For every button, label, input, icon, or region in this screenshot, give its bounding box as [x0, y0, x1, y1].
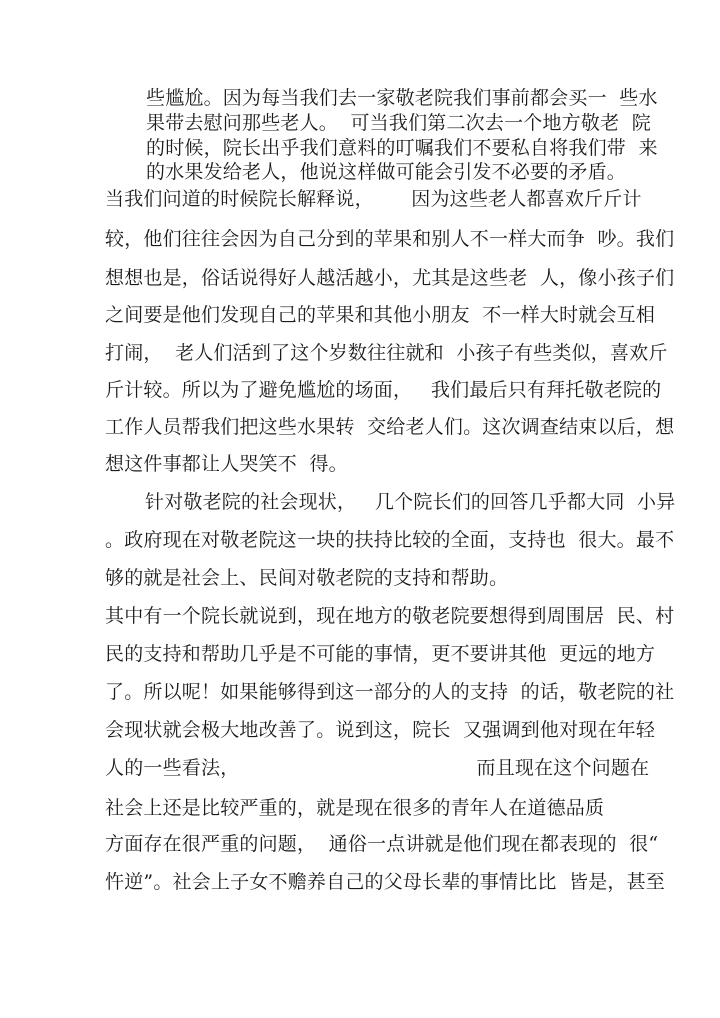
text-line: 忤逆”。社会上子女不赡养自己的父母长辈的事情比比 皆是，甚至	[105, 871, 665, 893]
text-line: 工作人员帮我们把这些水果转 交给老人们。这次调查结束以后，想	[105, 416, 675, 438]
text-line: 打闹， 老人们活到了这个岁数往往就和 小孩子有些类似，喜欢斤	[105, 342, 668, 364]
text-line: 当我们问道的时候院长解释说， 因为这些老人都喜欢斤斤计	[105, 188, 642, 210]
text-line: 想想也是，俗话说得好人越活越小，尤其是这些老 人，像小孩子们	[105, 267, 675, 289]
text-line: 之间要是他们发现自己的苹果和其他小朋友 不一样大时就会互相	[105, 304, 656, 326]
text-line: 较，他们往往会因为自己分到的苹果和别人不一样大而争 吵。我们	[105, 228, 675, 250]
text-line: 人的一些看法， 而且现在这个问题在	[105, 757, 650, 779]
text-line: 果带去慰问那些老人。 可当我们第二次去一个地方敬老 院	[146, 112, 651, 134]
text-line: 方面存在很严重的问题， 通俗一点讲就是他们现在都表现的 很“	[105, 833, 659, 855]
text-line: 的水果发给老人，他说这样做可能会引发不必要的矛盾。	[146, 161, 627, 183]
text-line: 了。所以呢！如果能够得到这一部分的人的支持 的话，敬老院的社	[105, 681, 675, 703]
text-line: 想这件事都让人哭笑不 得。	[105, 453, 348, 475]
text-line: 针对敬老院的社会现状， 几个院长们的回答几乎都大同 小异	[145, 491, 676, 513]
text-line: 民的支持和帮助几乎是不可能的事情，更不要讲其他 更远的地方	[105, 643, 656, 665]
text-line: 社会上还是比较严重的，就是现在很多的青年人在道德品质	[105, 797, 605, 819]
text-line: 会现状就会极大地改善了。说到这，院长 又强调到他对现在年轻	[105, 719, 656, 741]
text-line: 斤计较。所以为了避免尴尬的场面， 我们最后只有拜托敬老院的	[105, 379, 662, 401]
text-line: 其中有一个院长就说到，现在地方的敬老院要想得到周围居 民、村	[105, 605, 675, 627]
text-line: 的时候，院长出乎我们意料的叮嘱我们不要私自将我们带 来	[146, 137, 658, 159]
text-line: 些尴尬。因为每当我们去一家敬老院我们事前都会买一 些水	[146, 87, 658, 109]
text-line: 够的就是社会上、民间对敬老院的支持和帮助。	[105, 567, 509, 589]
text-line: 。政府现在对敬老院这一块的扶持比较的全面，支持也 很大。最不	[105, 529, 675, 551]
